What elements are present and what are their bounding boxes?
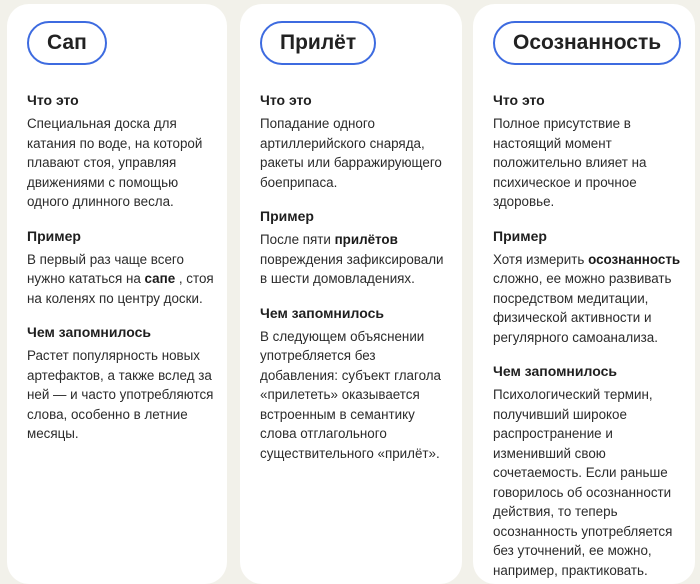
term-title: Прилёт	[260, 21, 376, 65]
term-title: Осознанность	[493, 21, 681, 65]
card-content	[493, 90, 683, 580]
term-card-osoznannost	[473, 4, 695, 584]
example-text: Хотя измерить осознанность сложно, ее можно развивать посредством медитации, физической активности и регулярного самоанализа.	[493, 251, 681, 345]
example-heading: Пример	[493, 227, 547, 244]
example-text: После пяти прилётов повреждения зафиксировали в шести домовладениях.	[260, 232, 444, 286]
card-content	[260, 90, 450, 463]
term-title: Сап	[27, 21, 107, 65]
what-heading: Что это	[493, 92, 545, 108]
example-heading: Пример	[27, 227, 81, 244]
card-content	[27, 90, 215, 444]
memory-heading: Чем запомнилось	[493, 363, 617, 379]
memory-text: Растет популярность новых артефактов, а также вслед за ней — и часто употребляются слова, особенно в летние месяцы.	[27, 348, 214, 441]
highlight-word: прилётов	[334, 232, 398, 247]
highlight-word: осознанность	[588, 251, 681, 267]
memory-text: Психологический термин, получивший широкое распространение и изменивший свою сочетаемость. Если раньше говорилось об осознанности действия, то теперь осознанность употребляется без уточнений, ее можно, например, практиковать.	[493, 387, 673, 578]
term-card-sap	[7, 4, 227, 584]
what-heading: Что это	[27, 92, 79, 108]
memory-heading: Чем запомнилось	[27, 324, 151, 340]
highlight-word: сапе	[144, 271, 176, 286]
what-text: Специальная доска для катания по воде, на которой плавают стоя, управляя движениями с помощью одного длинного весла.	[27, 116, 203, 209]
example-heading: Пример	[260, 208, 314, 224]
what-text: Попадание одного артиллерийского снаряда, ракеты или барражирующего боеприпаса.	[260, 116, 442, 190]
memory-text: В следующем объяснении употребляется без добавления: субъект глагола «прилететь» оказывается встроенным в семантику слова отглагольного существительного «прилёт».	[260, 328, 442, 461]
term-card-prilet	[240, 4, 462, 584]
memory-heading: Чем запомнилось	[260, 304, 384, 321]
what-text: Полное присутствие в настоящий момент положительно влияет на психическое и прочное здоровье.	[493, 116, 647, 209]
example-text: В первый раз чаще всего нужно кататься на сапе , стоя на коленях по центру доски.	[27, 251, 214, 306]
what-heading: Что это	[260, 92, 312, 108]
